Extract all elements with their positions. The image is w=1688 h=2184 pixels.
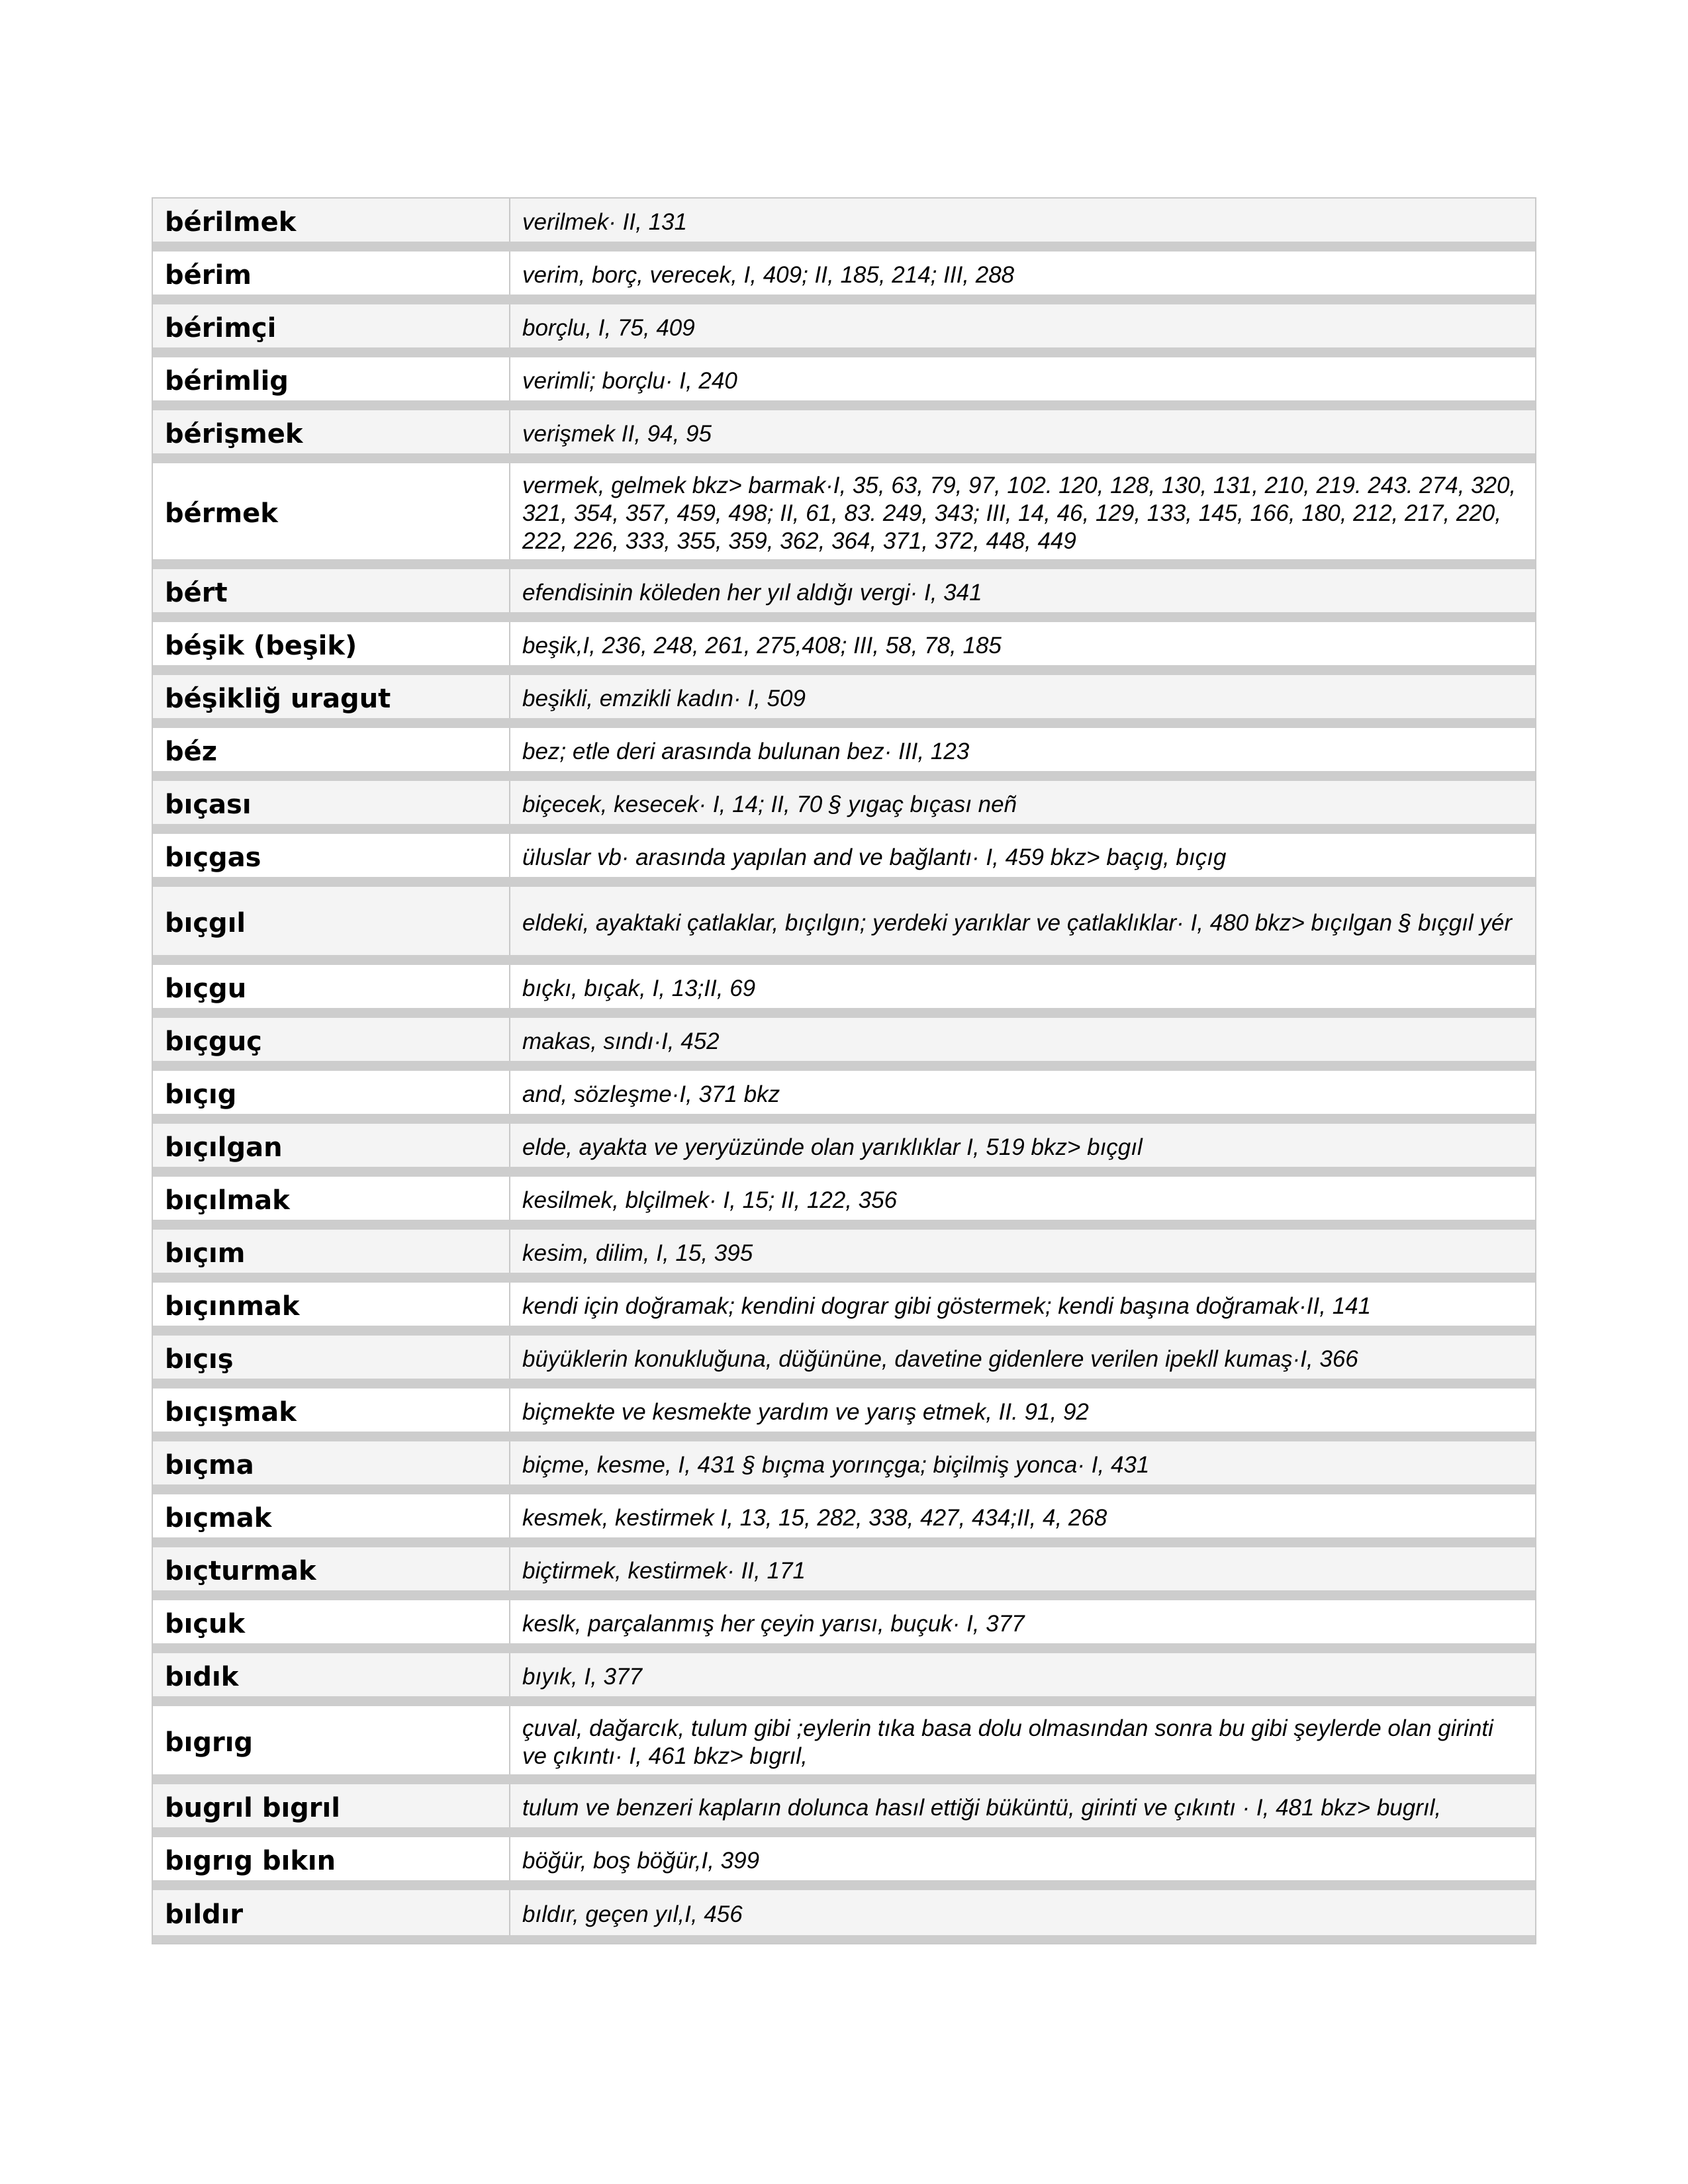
entry-term: bıçışmak [153, 1388, 510, 1432]
glossary-row [153, 304, 1535, 357]
entry-term: bért [153, 569, 510, 612]
entry-definition: tulum ve benzeri kapların dolunca hasıl ettiği büküntü, girinti ve çıkıntı · I, 481 bkz> bugrıl, [522, 1794, 1442, 1821]
entry-term: bıgrıg [153, 1706, 510, 1774]
entry-definition: borçlu, I, 75, 409 [522, 314, 695, 341]
glossary-row [153, 1653, 1535, 1706]
glossary-row [153, 1890, 1535, 1943]
entry-definition: beşikli, emzikli kadın· I, 509 [522, 685, 806, 711]
entry-definition: kesmek, kestirmek I, 13, 15, 282, 338, 427, 434;II, 4, 268 [522, 1504, 1107, 1531]
entry-term: bıçgıl [153, 887, 510, 955]
entry-definition: bıyık, I, 377 [522, 1663, 642, 1690]
entry-definition: çuval, dağarcık, tulum gibi ;eylerin tıka basa dolu olmasından sonra bu gibi şeylerde olan girinti ve çıkıntı· I, 461 bkz> bıgrıl, [522, 1715, 1493, 1769]
glossary-row [153, 1388, 1535, 1441]
glossary-row [153, 1547, 1535, 1600]
glossary-row [153, 728, 1535, 781]
entry-term: bıçguç [153, 1018, 510, 1061]
entry-definition: verişmek II, 94, 95 [522, 420, 712, 447]
glossary-row [153, 1336, 1535, 1388]
glossary-row [153, 675, 1535, 728]
glossary-row [153, 781, 1535, 834]
entry-term: bérmek [153, 463, 510, 559]
glossary-row [153, 1706, 1535, 1784]
entry-term: bıçuk [153, 1600, 510, 1643]
entry-term: bıçış [153, 1336, 510, 1379]
entry-term: bıçınmak [153, 1283, 510, 1326]
entry-term: bıçgu [153, 965, 510, 1008]
entry-definition: üluslar vb· arasında yapılan and ve bağlantı· I, 459 bkz> baçıg, bıçıg [522, 844, 1227, 870]
glossary-row [153, 1600, 1535, 1653]
entry-term: bugrıl bıgrıl [153, 1784, 510, 1827]
entry-definition: büyüklerin konukluğuna, düğününe, davetine gidenlere verilen ipekll kumaş·I, 366 [522, 1345, 1358, 1372]
entry-definition: eldeki, ayaktaki çatlaklar, bıçılgın; yerdeki yarıklar ve çatlaklıklar· I, 480 bkz> bıçılgan § bıçgıl yér [522, 909, 1512, 936]
entry-definition: verilmek· II, 131 [522, 208, 687, 235]
entry-term: bıçılmak [153, 1177, 510, 1220]
glossary-row [153, 1784, 1535, 1837]
entry-term: béz [153, 728, 510, 771]
glossary-row [153, 1018, 1535, 1071]
entry-definition: verimli; borçlu· I, 240 [522, 367, 737, 394]
entry-definition: böğür, boş böğür,I, 399 [522, 1847, 760, 1874]
entry-term: béşikliğ uragut [153, 675, 510, 718]
entry-term: bıçmak [153, 1494, 510, 1537]
entry-term: bérişmek [153, 410, 510, 453]
glossary-table [152, 197, 1536, 1944]
entry-definition: kendi için doğramak; kendini dograr gibi göstermek; kendi başına doğramak·II, 141 [522, 1293, 1372, 1319]
entry-term: bıçgas [153, 834, 510, 877]
glossary-row [153, 463, 1535, 569]
entry-definition: bıçkı, bıçak, I, 13;II, 69 [522, 975, 756, 1001]
entry-term: bérim [153, 251, 510, 295]
entry-term: bérilmek [153, 199, 510, 242]
entry-definition: and, sözleşme·I, 371 bkz [522, 1081, 780, 1107]
entry-definition: makas, sındı·I, 452 [522, 1028, 720, 1054]
glossary-row [153, 569, 1535, 622]
entry-definition: keslk, parçalanmış her çeyin yarısı, buçuk· I, 377 [522, 1610, 1025, 1637]
glossary-row [153, 965, 1535, 1018]
entry-definition: kesim, dilim, I, 15, 395 [522, 1240, 753, 1266]
entry-term: bıçılgan [153, 1124, 510, 1167]
entry-definition: biçecek, kesecek· I, 14; II, 70 § yıgaç bıçası neñ [522, 791, 1017, 817]
entry-term: bıçım [153, 1230, 510, 1273]
entry-definition: beşik,I, 236, 248, 261, 275,408; III, 58, 78, 185 [522, 632, 1002, 659]
glossary-row [153, 1837, 1535, 1890]
glossary-row [153, 1124, 1535, 1177]
glossary-row [153, 887, 1535, 965]
glossary-row [153, 1283, 1535, 1336]
glossary-row [153, 199, 1535, 251]
entry-term: bıçma [153, 1441, 510, 1484]
entry-term: bıgrıg bıkın [153, 1837, 510, 1880]
entry-definition: bıldır, geçen yıl,I, 456 [522, 1901, 743, 1927]
entry-definition: biçtirmek, kestirmek· II, 171 [522, 1557, 806, 1584]
glossary-row [153, 1494, 1535, 1547]
entry-definition: elde, ayakta ve yeryüzünde olan yarıklıklar I, 519 bkz> bıçgıl [522, 1134, 1143, 1160]
glossary-row [153, 1441, 1535, 1494]
entry-definition: kesilmek, blçilmek· I, 15; II, 122, 356 [522, 1187, 898, 1213]
entry-definition: verim, borç, verecek, I, 409; II, 185, 214; III, 288 [522, 261, 1015, 288]
glossary-row [153, 1071, 1535, 1124]
entry-definition: biçmekte ve kesmekte yardım ve yarış etmek, II. 91, 92 [522, 1398, 1089, 1425]
glossary-row [153, 251, 1535, 304]
glossary-row [153, 1177, 1535, 1230]
entry-term: bıçıg [153, 1071, 510, 1114]
glossary-row [153, 834, 1535, 887]
glossary-row [153, 410, 1535, 463]
entry-definition: vermek, gelmek bkz> barmak·I, 35, 63, 79, 97, 102. 120, 128, 130, 131, 210, 219. 243. 274, 320, 321, 354, 357, 459, 498; II, 61, 83. 249, 343; III, 14, 46, 129, 133, 145, 166, 180, 212, 217, 220, 222, 226, 333, 355, 359, 362, 364, 371, 372, 448, 449 [522, 472, 1517, 554]
entry-definition: bez; etle deri arasında bulunan bez· III, 123 [522, 738, 970, 764]
glossary-row [153, 1230, 1535, 1283]
glossary-row [153, 622, 1535, 675]
entry-term: bıdık [153, 1653, 510, 1696]
entry-definition: efendisinin köleden her yıl aldığı vergi· I, 341 [522, 579, 982, 606]
entry-term: bérimlig [153, 357, 510, 400]
entry-term: bérimçi [153, 304, 510, 347]
entry-term: béşik (beşik) [153, 622, 510, 665]
glossary-row [153, 357, 1535, 410]
entry-definition: biçme, kesme, I, 431 § bıçma yorınçga; biçilmiş yonca· I, 431 [522, 1451, 1150, 1478]
entry-term: bıldır [153, 1890, 510, 1935]
entry-term: bıçası [153, 781, 510, 824]
entry-term: bıçturmak [153, 1547, 510, 1590]
